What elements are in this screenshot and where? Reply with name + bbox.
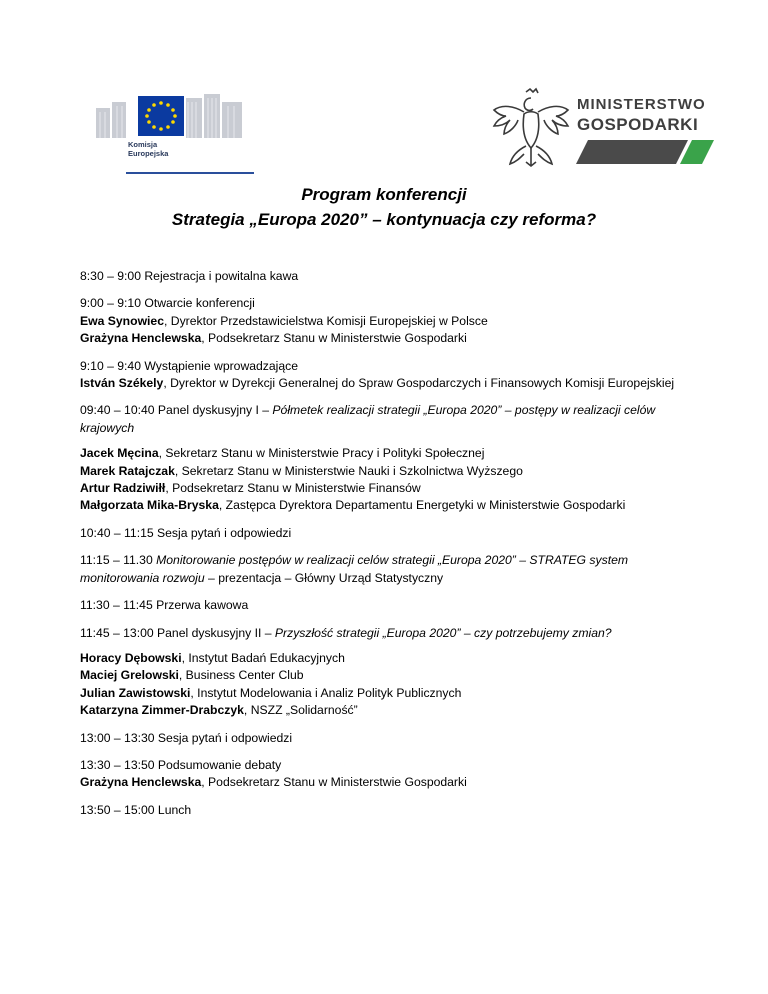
speaker-name: Małgorzata Mika-Bryska: [80, 498, 219, 513]
intro-time: 9:10 – 9:40 Wystąpienie wprowadzające: [80, 358, 299, 373]
speaker-name: Grażyna Henclewska: [80, 775, 202, 790]
agenda-item-panel-2: [80, 625, 680, 720]
agenda-item-qa-1: [80, 525, 680, 542]
summary-speaker: [80, 774, 680, 791]
agenda-item-opening: [80, 295, 680, 347]
lunch-text: 13:50 – 15:00 Lunch: [80, 802, 192, 817]
european-commission-logo: [92, 88, 254, 174]
agenda-item-summary: [80, 757, 680, 792]
speaker-name: Julian Zawistowski: [80, 685, 191, 700]
monitoring-time: 11:15 – 11.30: [80, 553, 157, 568]
ec-logo-line1: Komisja: [128, 140, 158, 149]
panel-2-time: 11:45 – 13:00 Panel dyskusyjny II –: [80, 625, 275, 640]
panel-2-heading: [80, 625, 680, 642]
ministry-logo-line2: GOSPODARKI: [577, 115, 699, 134]
ec-logo-text: [128, 140, 168, 158]
speaker-name: Marek Ratajczak: [80, 463, 175, 478]
document-title: Program konferencji: [301, 185, 467, 204]
speaker-role: , Sekretarz Stanu w Ministerstwie Nauki i Szkolnictwa Wyższego: [174, 463, 523, 478]
registration-text: 8:30 – 9:00 Rejestracja i powitalna kawa: [80, 269, 299, 283]
panel-2-panelist-3: [80, 685, 680, 702]
conference-program: [80, 268, 680, 829]
speaker-name: Katarzyna Zimmer-Drabczyk: [80, 703, 244, 718]
ministry-logo-stripe-icon: [576, 140, 716, 164]
speaker-role: , Sekretarz Stanu w Ministerstwie Pracy i Polityki Społecznej: [158, 446, 485, 461]
speaker-role: , Podsekretarz Stanu w Ministerstwie Finansów: [165, 481, 421, 496]
speaker-role: , Podsekretarz Stanu w Ministerstwie Gospodarki: [201, 331, 467, 346]
speaker-name: Ewa Synowiec: [80, 313, 164, 328]
speaker-role: , Podsekretarz Stanu w Ministerstwie Gospodarki: [201, 775, 467, 790]
speaker-role: , Dyrektor Przedstawicielstwa Komisji Europejskiej w Polsce: [164, 313, 488, 328]
speaker-name: Maciej Grelowski: [80, 668, 179, 683]
speaker-role: , NSZZ „Solidarność”: [243, 703, 358, 718]
speaker-name: István Székely: [80, 376, 164, 391]
opening-time: 9:00 – 9:10 Otwarcie konferencji: [80, 296, 255, 311]
conference-subtitle: Strategia „Europa 2020” – kontynuacja czy reforma?: [171, 210, 597, 229]
panel-1-panelist-4: [80, 497, 680, 514]
ministry-logo-line1: MINISTERSTWO: [577, 96, 706, 113]
agenda-item-intro: [80, 358, 680, 393]
monitoring-tail: – prezentacja – Główny Urząd Statystyczny: [204, 570, 444, 585]
speaker-role: , Business Center Club: [178, 668, 304, 683]
panel-1-panelist-3: [80, 480, 680, 497]
speaker-role: , Instytut Modelowania i Analiz Polityk Publicznych: [190, 685, 462, 700]
panel-1-panelist-1: [80, 445, 680, 462]
panel-1-heading: [80, 402, 680, 437]
coffee-break-text: 11:30 – 11:45 Przerwa kawowa: [80, 598, 249, 613]
agenda-item-monitoring: [80, 552, 680, 587]
agenda-item-panel-1: [80, 402, 680, 514]
ec-logo-line2: Europejska: [128, 149, 169, 158]
speaker-role: , Zastępca Dyrektora Departamentu Energetyki w Ministerstwie Gospodarki: [218, 498, 626, 513]
intro-speaker: [80, 375, 680, 392]
agenda-item-lunch: [80, 802, 680, 819]
speaker-name: Horacy Dębowski: [80, 650, 182, 665]
opening-speaker-1: [80, 313, 680, 330]
panel-2-panelist-2: [80, 667, 680, 684]
speaker-name: Artur Radziwiłł: [80, 481, 166, 496]
polish-eagle-icon: [486, 86, 576, 174]
summary-time: 13:30 – 13:50 Podsumowanie debaty: [80, 757, 282, 772]
panel-1-time: 09:40 – 10:40 Panel dyskusyjny I –: [80, 403, 273, 418]
panel-2-panelist-4: [80, 702, 680, 719]
panel-1-panelist-2: [80, 463, 680, 480]
agenda-item-coffee-break: [80, 597, 680, 614]
qa-1-text: 10:40 – 11:15 Sesja pytań i odpowiedzi: [80, 525, 292, 540]
speaker-name: Jacek Męcina: [80, 446, 159, 461]
speaker-role: , Instytut Badań Edukacyjnych: [181, 650, 345, 665]
panel-1-topic: Półmetek realizacji strategii „Europa 2020” – postępy w realizacji celów krajowych: [80, 403, 656, 435]
agenda-item-registration: [80, 268, 680, 285]
opening-speaker-2: [80, 330, 680, 347]
speaker-role: , Dyrektor w Dyrekcji Generalnej do Spraw Gospodarczych i Finansowych Komisji Europejskiej: [163, 376, 675, 391]
panel-2-panelist-1: [80, 650, 680, 667]
agenda-item-qa-2: [80, 730, 680, 747]
ministry-of-economy-logo: [486, 86, 716, 174]
monitoring-topic: Monitorowanie postępów w realizacji celów strategii „Europa 2020” – STRATEG system monitorowania rozwoju: [80, 553, 629, 585]
qa-2-text: 13:00 – 13:30 Sesja pytań i odpowiedzi: [80, 730, 293, 745]
ec-building-icon: [92, 88, 254, 174]
panel-2-topic: Przyszłość strategii „Europa 2020” – czy potrzebujemy zmian?: [274, 625, 612, 640]
speaker-name: Grażyna Henclewska: [80, 331, 202, 346]
